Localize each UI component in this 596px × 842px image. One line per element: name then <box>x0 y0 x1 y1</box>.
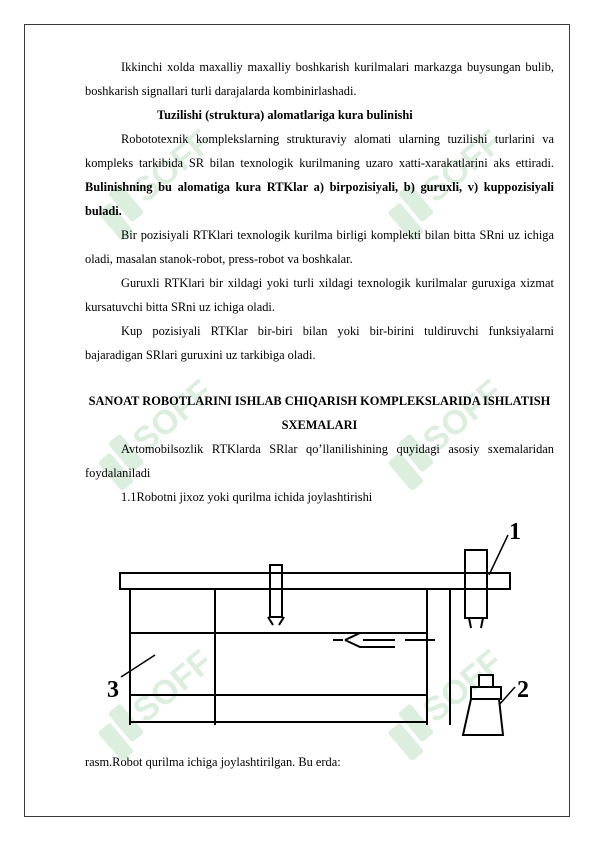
figure-device-2-base <box>463 699 503 735</box>
paragraph-2-text: Robototexnik komplekslarning strukturaviy alomati ularning tuzilishi turlarini va kompleks tarkibida SR bilan texnologik kurilmaning uzaro xatti-xarakatlarini aks ettiradi. <box>85 132 554 170</box>
paragraph-1: Ikkinchi xolda maxalliy maxalliy boshkarish kurilmalari markazga buysungan bulib, boshkarish signallari turli darajalarda kombinirlashadi. <box>85 60 554 98</box>
paragraph-7: 1.1Robotni jixoz yoki qurilma ichida joylashtirishi <box>121 490 373 504</box>
figure-horizontal-gripper <box>345 633 395 647</box>
figure-leader-1 <box>489 535 508 575</box>
paragraph-2-bold-text: Bulinishning bu alomatiga kura RTKlar a) birpozisiyali, b) guruxli, v) kuppozisiyali buladi. <box>85 180 554 218</box>
svg-text:SOFF: SOFF <box>415 642 510 731</box>
svg-text:SOFF: SOFF <box>415 372 510 461</box>
paragraph-6: Avtomobilsozlik RTKlarda SRlar qo’llanilishining quyidagi asosiy sxemalaridan foydalaniladi <box>85 442 554 480</box>
svg-text:SOFF: SOFF <box>415 122 510 211</box>
figure-label-2: 2 <box>517 677 529 703</box>
figure-label-3: 3 <box>107 677 119 703</box>
paragraph-5: Kup pozisiyali RTKlar bir-biri bilan yoki bir-birini tuldiruvchi funksiyalarni bajaradigan SRlari guruxini uz tarkibiga oladi. <box>85 324 554 362</box>
svg-text:SOFF: SOFF <box>125 372 220 461</box>
figure-device-2-top <box>479 675 493 687</box>
figure-gripper-small <box>268 617 284 625</box>
figure-label-1: 1 <box>509 519 521 545</box>
figure-caption: rasm.Robot qurilma ichiga joylashtirilgan. Bu erda: <box>85 755 341 769</box>
document-body <box>85 55 554 509</box>
figure-device-2-mid <box>471 687 501 699</box>
section-heading-structure: Tuzilishi (struktura) alomatlariga kura bulinishi <box>157 108 413 122</box>
paragraph-2 <box>85 127 554 223</box>
robot-scheme-figure <box>105 515 545 745</box>
svg-text:SOFF: SOFF <box>125 642 220 731</box>
figure-robot-1-gripper <box>469 618 483 628</box>
figure-robot-1 <box>465 550 487 618</box>
section-heading-schemes: SANOAT ROBOTLARINI ISHLAB CHIQARISH KOMPLEKSLARIDA ISHLATISH SXEMALARI <box>88 394 551 432</box>
paragraph-4: Guruxli RTKlari bir xildagi yoki turli xildagi texnologik kurilmalar guruxiga xizmat kursatuvchi bitta SRni uz ichiga oladi. <box>85 276 554 314</box>
svg-text:SOFF: SOFF <box>125 122 220 211</box>
paragraph-3: Bir pozisiyali RTKlari texnologik kurilma birligi komplekti bilan bitta SRni uz ichiga oladi, masalan stanok-robot, press-robot va boshkalar. <box>85 228 554 266</box>
figure-leader-3 <box>121 655 155 677</box>
figure-rail <box>120 573 510 589</box>
